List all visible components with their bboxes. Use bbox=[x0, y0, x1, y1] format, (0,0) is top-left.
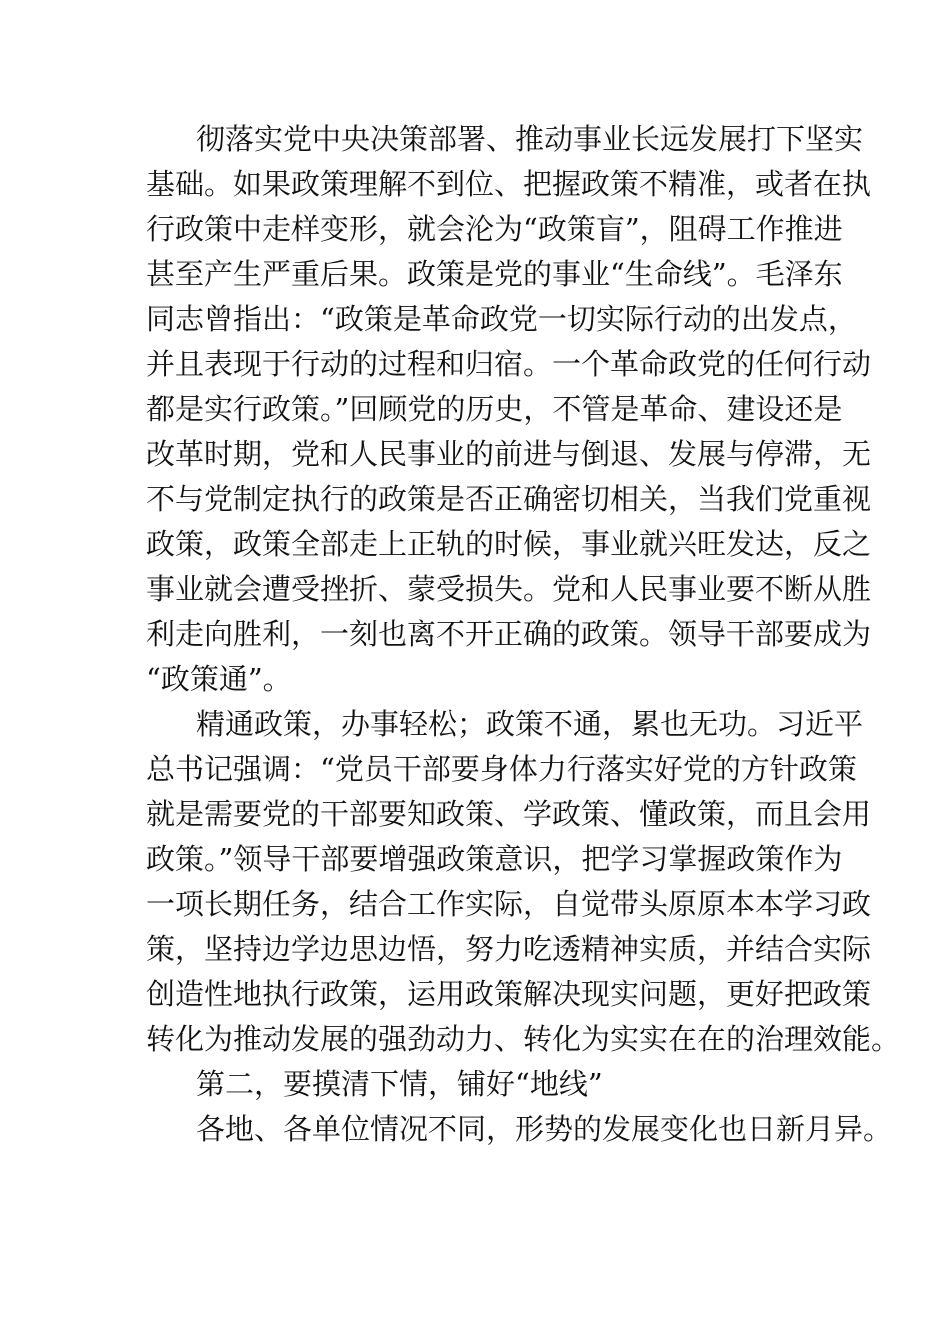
text-line: 策，坚持边学边思边悟，努力吃透精神实质，并结合实际 bbox=[146, 932, 872, 966]
text-line: 同志曾指出：“政策是革命政党一切实际行动的出发点， bbox=[146, 302, 857, 336]
text-line: 行政策中走样变形，就会沦为“政策盲”，阻碍工作推进 bbox=[146, 212, 843, 246]
text-line: 事业就会遭受挫折、蒙受损失。党和人民事业要不断从胜 bbox=[146, 572, 872, 606]
text-line: 创造性地执行政策，运用政策解决现实问题，更好把政策 bbox=[146, 977, 872, 1011]
text-line: 政策，政策全部走上正轨的时候，事业就兴旺发达，反之 bbox=[146, 527, 872, 561]
section-heading: 第二，要摸清下情，铺好“地线” bbox=[196, 1067, 603, 1101]
text-line: 各地、各单位情况不同，形势的发展变化也日新月异。 bbox=[196, 1112, 893, 1146]
text-line: 精通政策，办事轻松；政策不通，累也无功。习近平 bbox=[196, 707, 864, 741]
text-line: 政策。”领导干部要增强政策意识，把学习掌握政策作为 bbox=[146, 842, 843, 876]
text-line: 并且表现于行动的过程和归宿。一个革命政党的任何行动 bbox=[146, 347, 872, 381]
text-line: 就是需要党的干部要知政策、学政策、懂政策，而且会用 bbox=[146, 797, 872, 831]
text-line: 转化为推动发展的强劲动力、转化为实实在在的治理效能。 bbox=[146, 1022, 901, 1056]
text-line: 甚至产生严重后果。政策是党的事业“生命线”。毛泽东 bbox=[146, 257, 843, 291]
body-text bbox=[146, 117, 901, 1152]
text-line: 都是实行政策。”回顾党的历史，不管是革命、建设还是 bbox=[146, 392, 843, 426]
text-line: 利走向胜利，一刻也离不开正确的政策。领导干部要成为 bbox=[146, 617, 872, 651]
text-line: 基础。如果政策理解不到位、把握政策不精准，或者在执 bbox=[146, 167, 872, 201]
text-line: 一项长期任务，结合工作实际，自觉带头原原本本学习政 bbox=[146, 887, 872, 921]
text-line: 彻落实党中央决策部署、推动事业长远发展打下坚实 bbox=[196, 122, 864, 156]
text-line: 改革时期，党和人民事业的前进与倒退、发展与停滞，无 bbox=[146, 437, 872, 471]
text-line: 总书记强调：“党员干部要身体力行落实好党的方针政策 bbox=[146, 752, 857, 786]
text-line: 不与党制定执行的政策是否正确密切相关，当我们党重视 bbox=[146, 482, 872, 516]
text-line: “政策通”。 bbox=[146, 662, 292, 696]
